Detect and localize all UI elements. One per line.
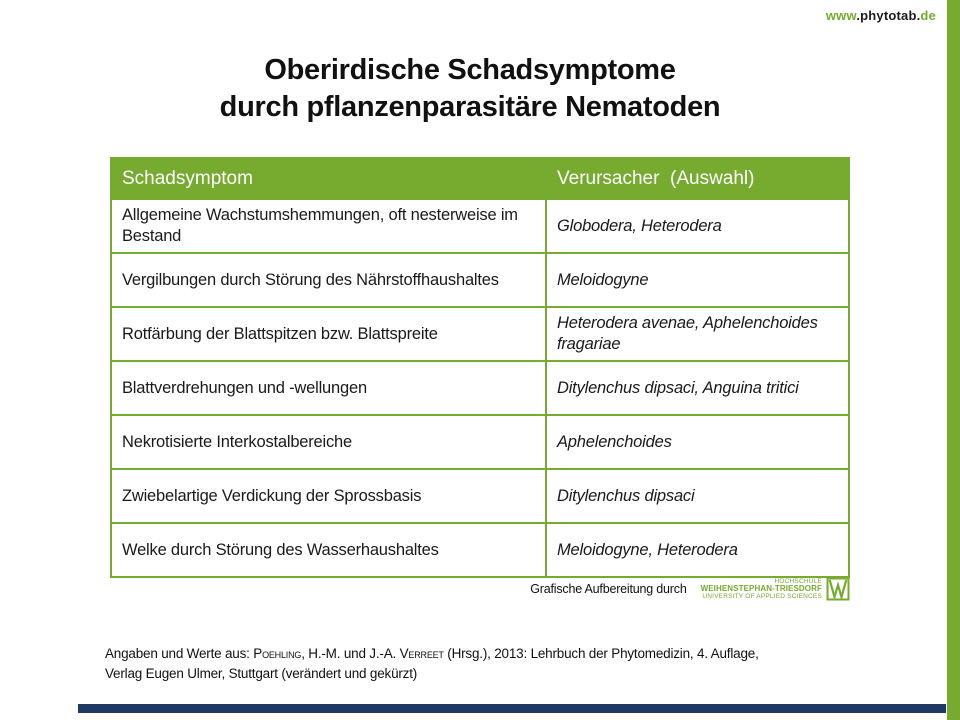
table-row [112,414,848,468]
right-accent-bar [947,0,960,720]
site-link-tld: de [920,8,936,23]
site-link-www: www [825,8,857,23]
column-header-cause: Verursacher (Auswahl) [557,168,755,189]
cause-cell: Meloidogyne, Heterodera [557,540,738,559]
hswt-w-icon [826,577,850,601]
cause-cell: Globodera, Heterodera [557,216,722,235]
hswt-logo-line-3: UNIVERSITY OF APPLIED SCIENCES [702,592,822,600]
hswt-logo [701,577,850,601]
cause-cell: Ditylenchus dipsaci, Anguina tritici [557,378,799,397]
symptom-cell: Zwiebelartige Verdickung der Sprossbasis [112,470,547,522]
attribution-label: Grafische Aufbereitung durch [530,582,687,596]
source-citation-line-2: Verlag Eugen Ulmer, Stuttgart (verändert und gekürzt) [105,666,418,681]
attribution-row [110,574,850,604]
hswt-logo-line-2: WEIHENSTEPHAN-TRIESDORF [700,584,822,594]
table-row [112,360,848,414]
hswt-logo-text [701,578,822,601]
table-row [112,306,848,360]
source-citation [105,644,865,684]
cause-cell: Ditylenchus dipsaci [557,486,695,505]
author-name: Verreet [399,646,444,661]
footer-divider-bar [78,704,946,713]
symptom-cell: Rotfärbung der Blattspitzen bzw. Blattspreite [112,308,547,360]
column-header-symptom: Schadsymptom [112,159,547,198]
hswt-logo-line-1: HOCHSCHULE [774,577,822,585]
cause-cell: Meloidogyne [557,270,649,289]
table-row [112,198,848,252]
symptom-cell: Allgemeine Wachstumshemmungen, oft nesterweise im Bestand [112,200,547,252]
cause-cell: Aphelenchoides [557,432,672,451]
symptom-cell: Vergilbungen durch Störung des Nährstoffhaushaltes [112,254,547,306]
page-title-line-1: Oberirdische Schadsymptome [264,54,676,86]
table-row [112,522,848,576]
page-title-line-2: durch pflanzenparasitäre Nematoden [219,91,721,123]
symptom-table [110,157,850,578]
site-link-host: .phytotab. [856,8,921,23]
symptom-cell: Blattverdrehungen und -wellungen [112,362,547,414]
site-link[interactable] [826,8,936,23]
symptom-cell: Welke durch Störung des Wasserhaushaltes [112,524,547,576]
author-name: Poehling [253,646,302,661]
cause-cell: Heterodera avenae, Aphelenchoides fragariae [557,314,818,353]
table-row [112,252,848,306]
table-row [112,468,848,522]
symptom-cell: Nekrotisierte Interkostalbereiche [112,416,547,468]
source-citation-line-1: Angaben und Werte aus: Poehling, H.-M. und J.-A. Verreet (Hrsg.), 2013: Lehrbuch der Phytomedizin, 4. Auflage, [105,646,759,661]
table-header-row [112,159,848,198]
page-title [0,52,940,126]
